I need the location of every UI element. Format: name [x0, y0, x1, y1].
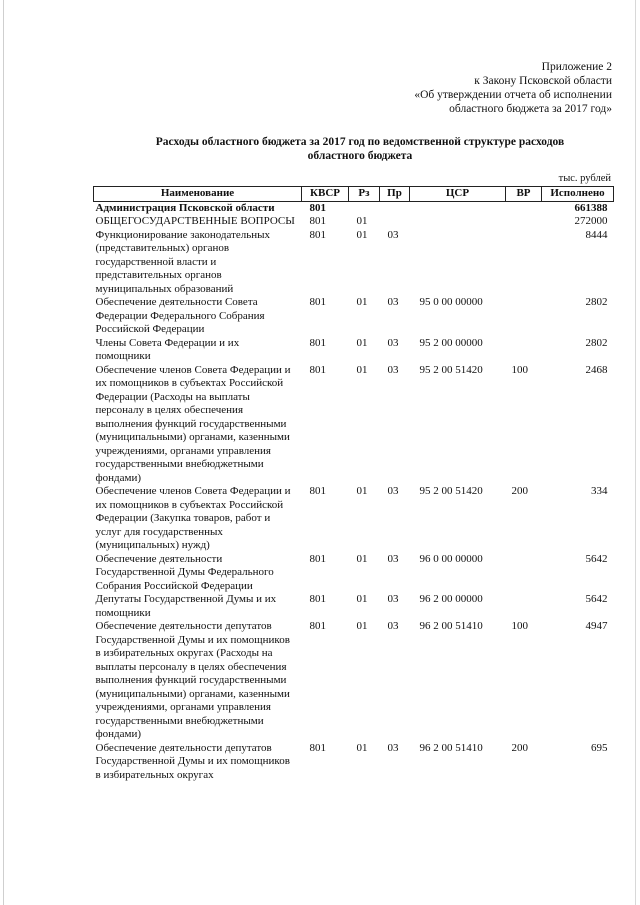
row-name: ОБЩЕГОСУДАРСТВЕННЫЕ ВОПРОСЫ	[95, 215, 295, 227]
row-kvsr: 801	[309, 363, 326, 376]
row-kvsr: 801	[309, 552, 326, 565]
row-pr: 03	[387, 741, 399, 754]
row-csr: 96 2 00 51410	[419, 741, 483, 754]
row-rz: 01	[356, 620, 368, 632]
header-name: Наименование	[94, 187, 302, 202]
row-csr	[410, 201, 506, 215]
row-rz: 01	[356, 228, 368, 241]
row-csr: 96 2 00 00000	[419, 593, 483, 605]
header-csr: ЦСР	[410, 187, 506, 202]
units-label: тыс. рублей	[558, 173, 611, 184]
header-vr: ВР	[506, 187, 542, 202]
row-kvsr: 801	[309, 201, 326, 214]
row-amount: 334	[591, 485, 608, 497]
row-vr	[506, 593, 542, 620]
row-rz	[349, 201, 380, 215]
appendix-line: Приложение 2	[541, 61, 612, 73]
row-vr: 200	[511, 485, 528, 497]
header-executed: Исполнено	[542, 187, 614, 202]
table-row	[94, 553, 614, 594]
row-pr: 03	[387, 620, 399, 632]
row-rz: 01	[356, 485, 368, 497]
row-rz: 01	[356, 363, 368, 376]
row-amount: 5642	[585, 593, 608, 605]
row-rz: 01	[356, 336, 368, 349]
header-pr: Пр	[380, 187, 410, 202]
row-amount: 661388	[574, 201, 608, 214]
row-amount: 4947	[585, 620, 608, 632]
row-vr	[506, 337, 542, 364]
row-kvsr: 801	[309, 741, 326, 754]
row-rz: 01	[356, 552, 368, 565]
row-name: Администрация Псковской области	[95, 201, 275, 214]
row-amount: 2468	[585, 363, 608, 376]
row-name: Обеспечение деятельности депутатов Государственной Думы и их помощников в избирательных округах	[95, 741, 290, 781]
row-vr: 200	[511, 741, 528, 754]
row-kvsr: 801	[309, 336, 326, 349]
scan-edge-left	[3, 0, 4, 905]
title-line: областного бюджета	[307, 150, 413, 162]
row-csr: 96 0 00 00000	[419, 552, 483, 565]
row-csr	[410, 215, 506, 229]
row-pr: 03	[387, 552, 399, 565]
row-pr: 03	[387, 363, 399, 376]
table-row	[94, 364, 614, 486]
row-rz: 01	[356, 215, 368, 227]
row-amount: 2802	[585, 336, 608, 349]
row-csr: 95 0 00 00000	[419, 296, 483, 308]
row-kvsr: 801	[309, 485, 326, 497]
row-csr: 95 2 00 00000	[419, 336, 483, 349]
table-row	[94, 215, 614, 229]
row-amount: 5642	[585, 552, 608, 565]
row-vr: 100	[511, 363, 528, 376]
appendix-line: областного бюджета за 2017 год»	[449, 103, 612, 115]
row-name: Члены Совета Федерации и их помощники	[95, 336, 240, 362]
row-rz: 01	[356, 296, 368, 308]
budget-table	[93, 186, 614, 782]
header-rz: Рз	[349, 187, 380, 202]
row-name: Депутаты Государственной Думы и их помощники	[95, 593, 277, 619]
row-csr	[410, 229, 506, 297]
row-name: Обеспечение деятельности Государственной Думы Федерального Собрания Российской Федерации	[95, 552, 274, 592]
row-name: Обеспечение членов Совета Федерации и их помощников в субъектах Российской Федерации (Закупка товаров, работ и услуг для государственных (муниципальных) нужд)	[95, 485, 291, 551]
row-vr	[506, 229, 542, 297]
row-name: Обеспечение деятельности депутатов Государственной Думы и их помощников в избирательных округах (Расходы на выплаты персоналу в целях обеспечения выполнения функций государственными (муниципальными) органами, казенными учреждениями, органами управления государственными внебюджетными фондами)	[95, 620, 290, 740]
row-name: Обеспечение членов Совета Федерации и их помощников в субъектах Российской Федерации (Расходы на выплаты персоналу в целях обеспечения выполнения функций государственными (муниципальными) органами, казенными учреждениями, органами управления государственными внебюджетными фондами)	[95, 363, 291, 484]
table-row	[94, 485, 614, 553]
table-row	[94, 296, 614, 337]
row-pr: 03	[387, 228, 399, 241]
row-csr: 95 2 00 51420	[419, 363, 483, 376]
row-pr: 03	[387, 485, 399, 497]
row-pr: 03	[387, 296, 399, 308]
row-amount: 695	[591, 741, 608, 754]
row-kvsr: 801	[309, 620, 326, 632]
row-amount: 272000	[574, 215, 608, 227]
row-kvsr: 801	[309, 296, 326, 308]
appendix-header	[414, 60, 612, 116]
table-header-row	[94, 187, 614, 202]
appendix-line: «Об утверждении отчета об исполнении	[414, 89, 612, 101]
row-vr	[506, 553, 542, 594]
row-name: Функционирование законодательных (представительных) органов государственной власти и представительных органов муниципальных образований	[95, 228, 271, 295]
row-csr: 95 2 00 51420	[419, 485, 483, 497]
row-amount: 2802	[585, 296, 608, 308]
row-vr	[506, 296, 542, 337]
row-vr: 100	[511, 620, 528, 632]
appendix-line: к Закону Псковской области	[474, 75, 612, 87]
row-pr	[380, 201, 410, 215]
scan-edge-right	[635, 0, 636, 905]
table-row	[94, 742, 614, 783]
row-name: Обеспечение деятельности Совета Федерации Федерального Собрания Российской Федерации	[95, 296, 265, 335]
row-csr: 96 2 00 51410	[419, 620, 483, 632]
table-row	[94, 229, 614, 297]
row-kvsr: 801	[309, 228, 326, 241]
title-line: Расходы областного бюджета за 2017 год по ведомственной структуре расходов	[155, 136, 565, 148]
row-pr	[380, 215, 410, 229]
row-pr: 03	[387, 593, 399, 605]
row-kvsr: 801	[309, 215, 326, 227]
table-row	[94, 201, 614, 215]
row-vr	[506, 201, 542, 215]
table-row	[94, 620, 614, 742]
table-row	[94, 593, 614, 620]
row-rz: 01	[356, 741, 368, 754]
header-kvsr: КВСР	[302, 187, 349, 202]
row-vr	[506, 215, 542, 229]
row-rz: 01	[356, 593, 368, 605]
row-pr: 03	[387, 336, 399, 349]
row-kvsr: 801	[309, 593, 326, 605]
table-row	[94, 337, 614, 364]
row-amount: 8444	[585, 228, 608, 241]
document-title	[100, 135, 620, 163]
